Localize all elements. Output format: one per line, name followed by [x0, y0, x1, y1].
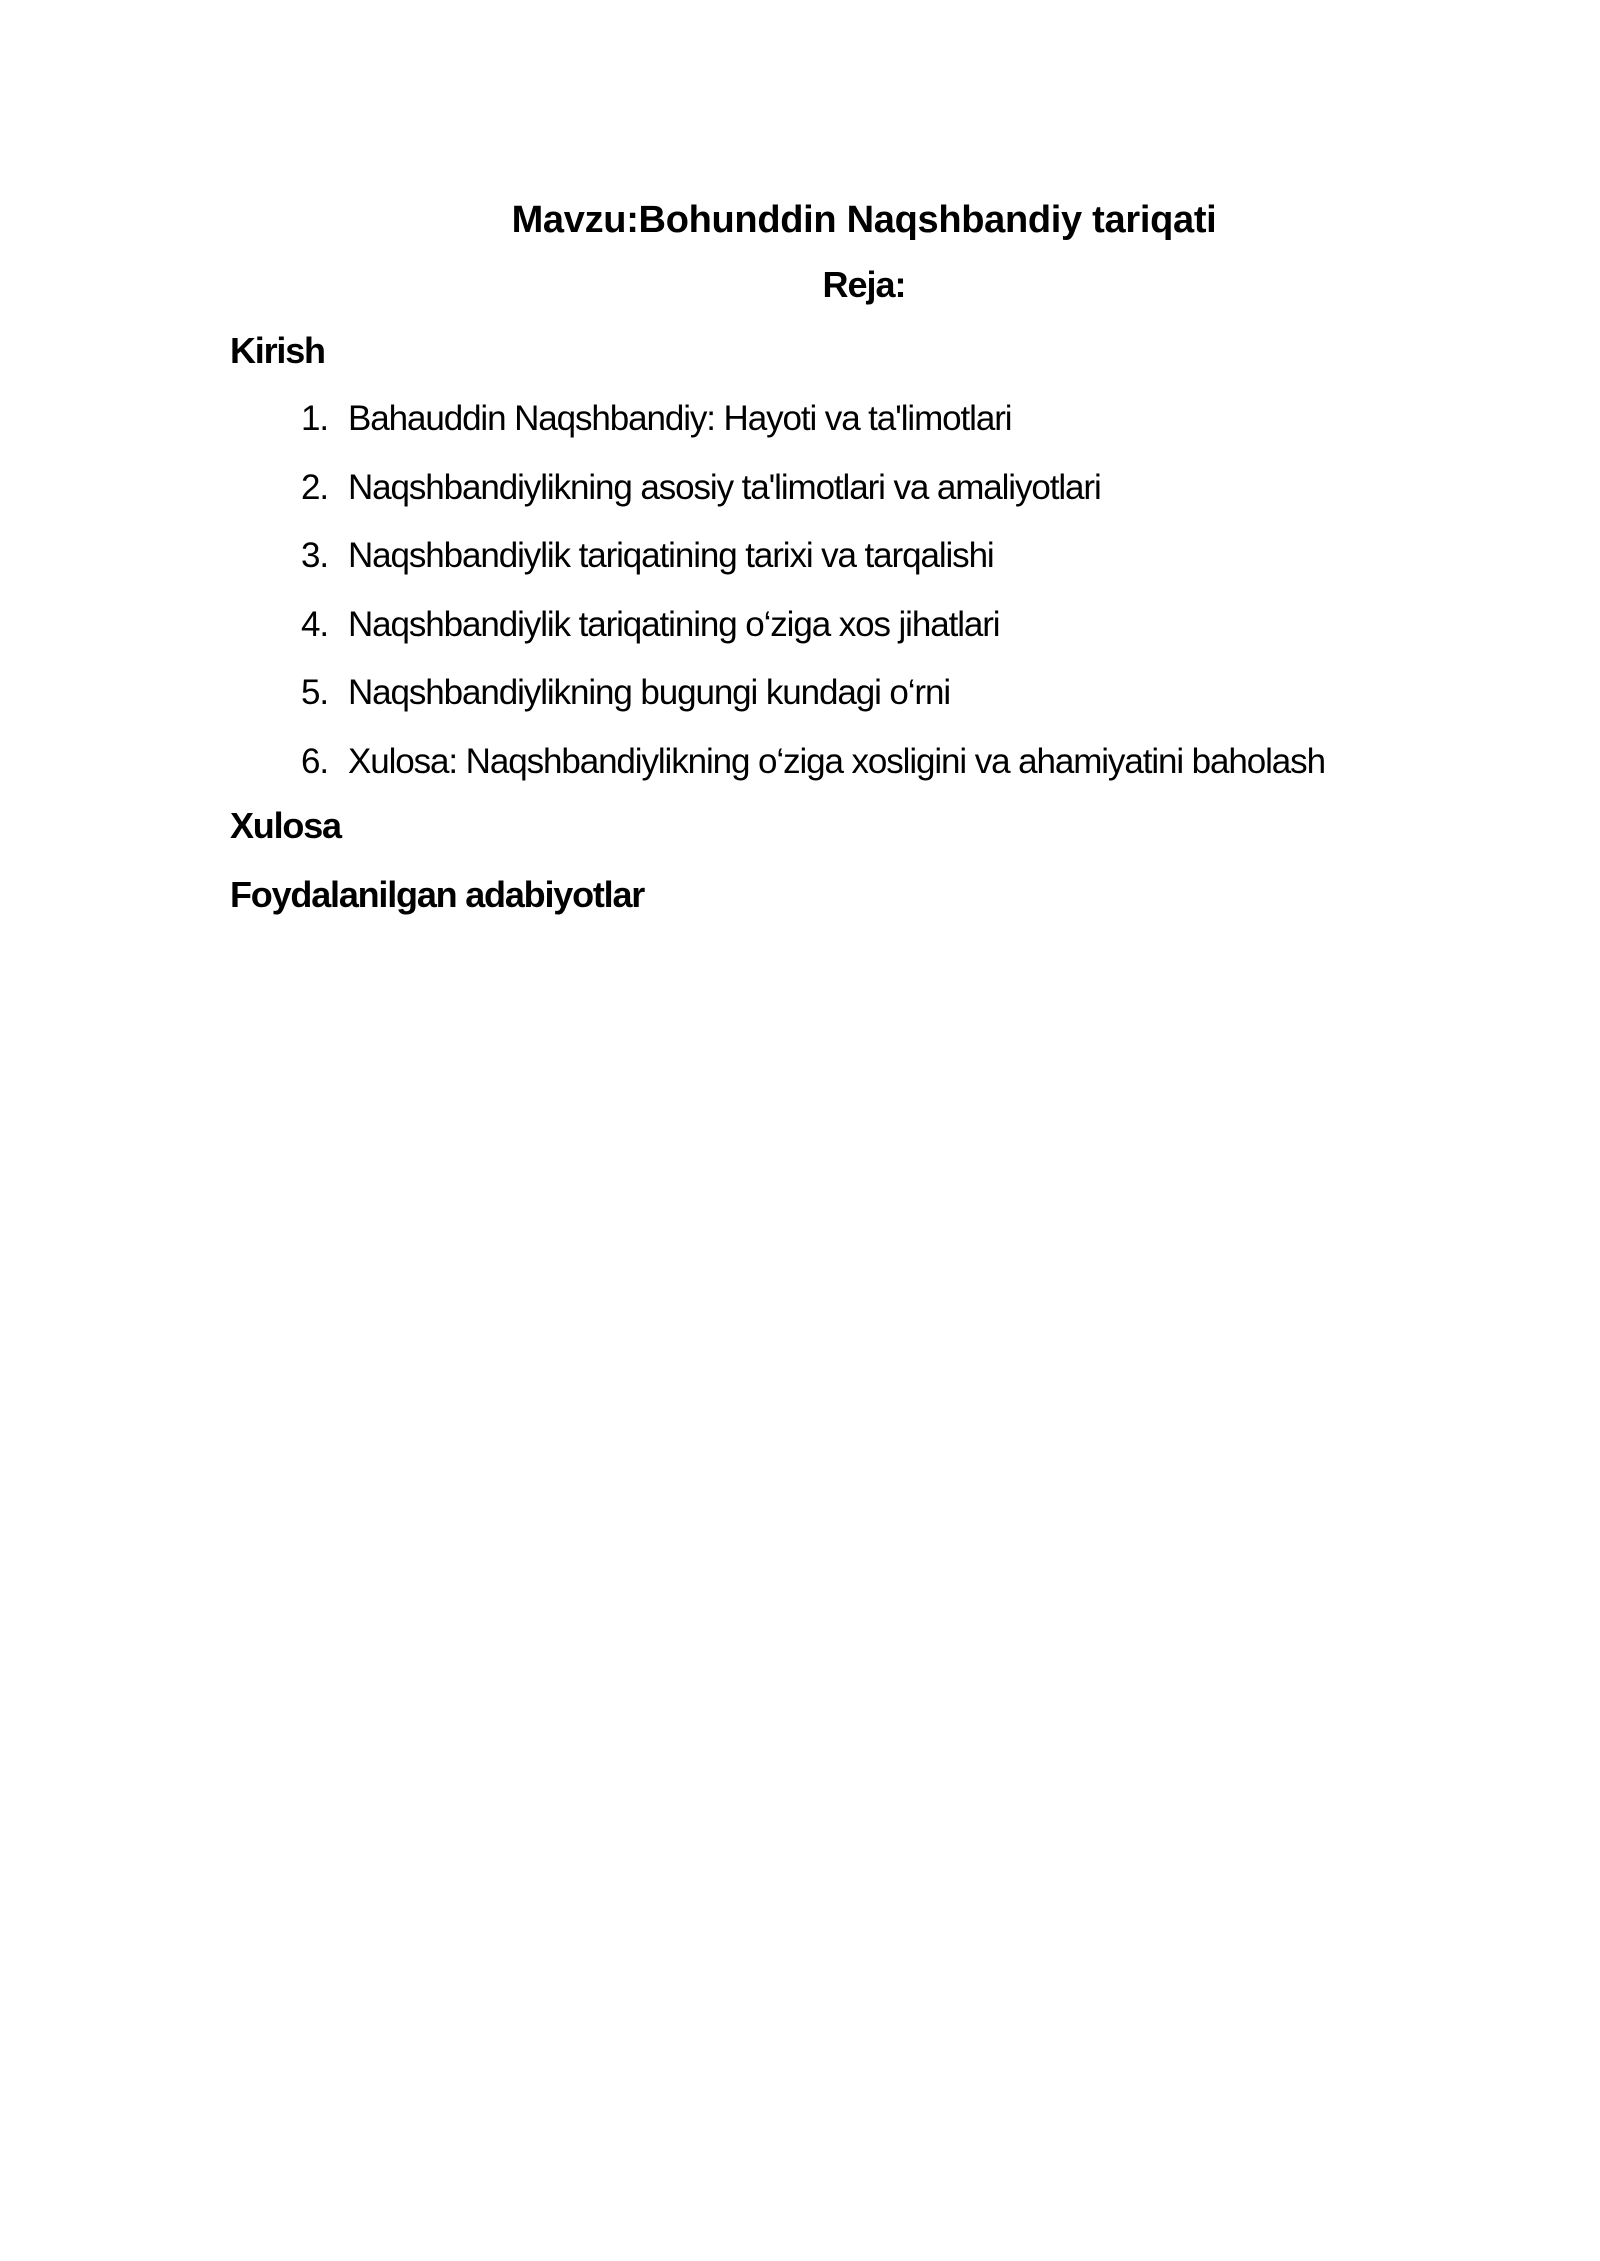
list-number: 3. — [301, 536, 328, 575]
list-text: Naqshbandiylikning bugungi kundagi o‘rni — [348, 673, 951, 712]
list-item — [270, 739, 1420, 808]
list-number: 4. — [301, 604, 328, 644]
list-item — [270, 670, 1420, 739]
list-number: 5. — [301, 673, 328, 712]
list-text: Bahauddin Naqshbandiy: Hayoti va ta'limotlari — [348, 399, 1012, 438]
list-item — [270, 396, 1420, 465]
list-number: 6. — [301, 741, 328, 781]
conclusion-heading: Xulosa — [230, 805, 341, 846]
plan-heading: Reja: — [822, 264, 906, 305]
plan-list — [270, 396, 1420, 807]
list-text: Naqshbandiylik tariqatining tarixi va tarqalishi — [348, 536, 994, 575]
list-number: 1. — [301, 399, 328, 438]
list-item — [270, 602, 1420, 671]
list-text: Xulosa: Naqshbandiylikning o‘ziga xosligini va ahamiyatini baholash — [348, 741, 1325, 781]
intro-heading: Kirish — [230, 330, 325, 371]
list-text: Naqshbandiylikning asosiy ta'limotlari va amaliyotlari — [348, 467, 1101, 507]
list-number: 2. — [301, 467, 328, 507]
list-item — [270, 465, 1420, 534]
references-heading: Foydalanilgan adabiyotlar — [230, 874, 645, 915]
list-item — [270, 533, 1420, 602]
document-title: Mavzu:Bohunddin Naqshbandiy tariqati — [511, 199, 1217, 241]
list-text: Naqshbandiylik tariqatining o‘ziga xos jihatlari — [348, 604, 1000, 644]
